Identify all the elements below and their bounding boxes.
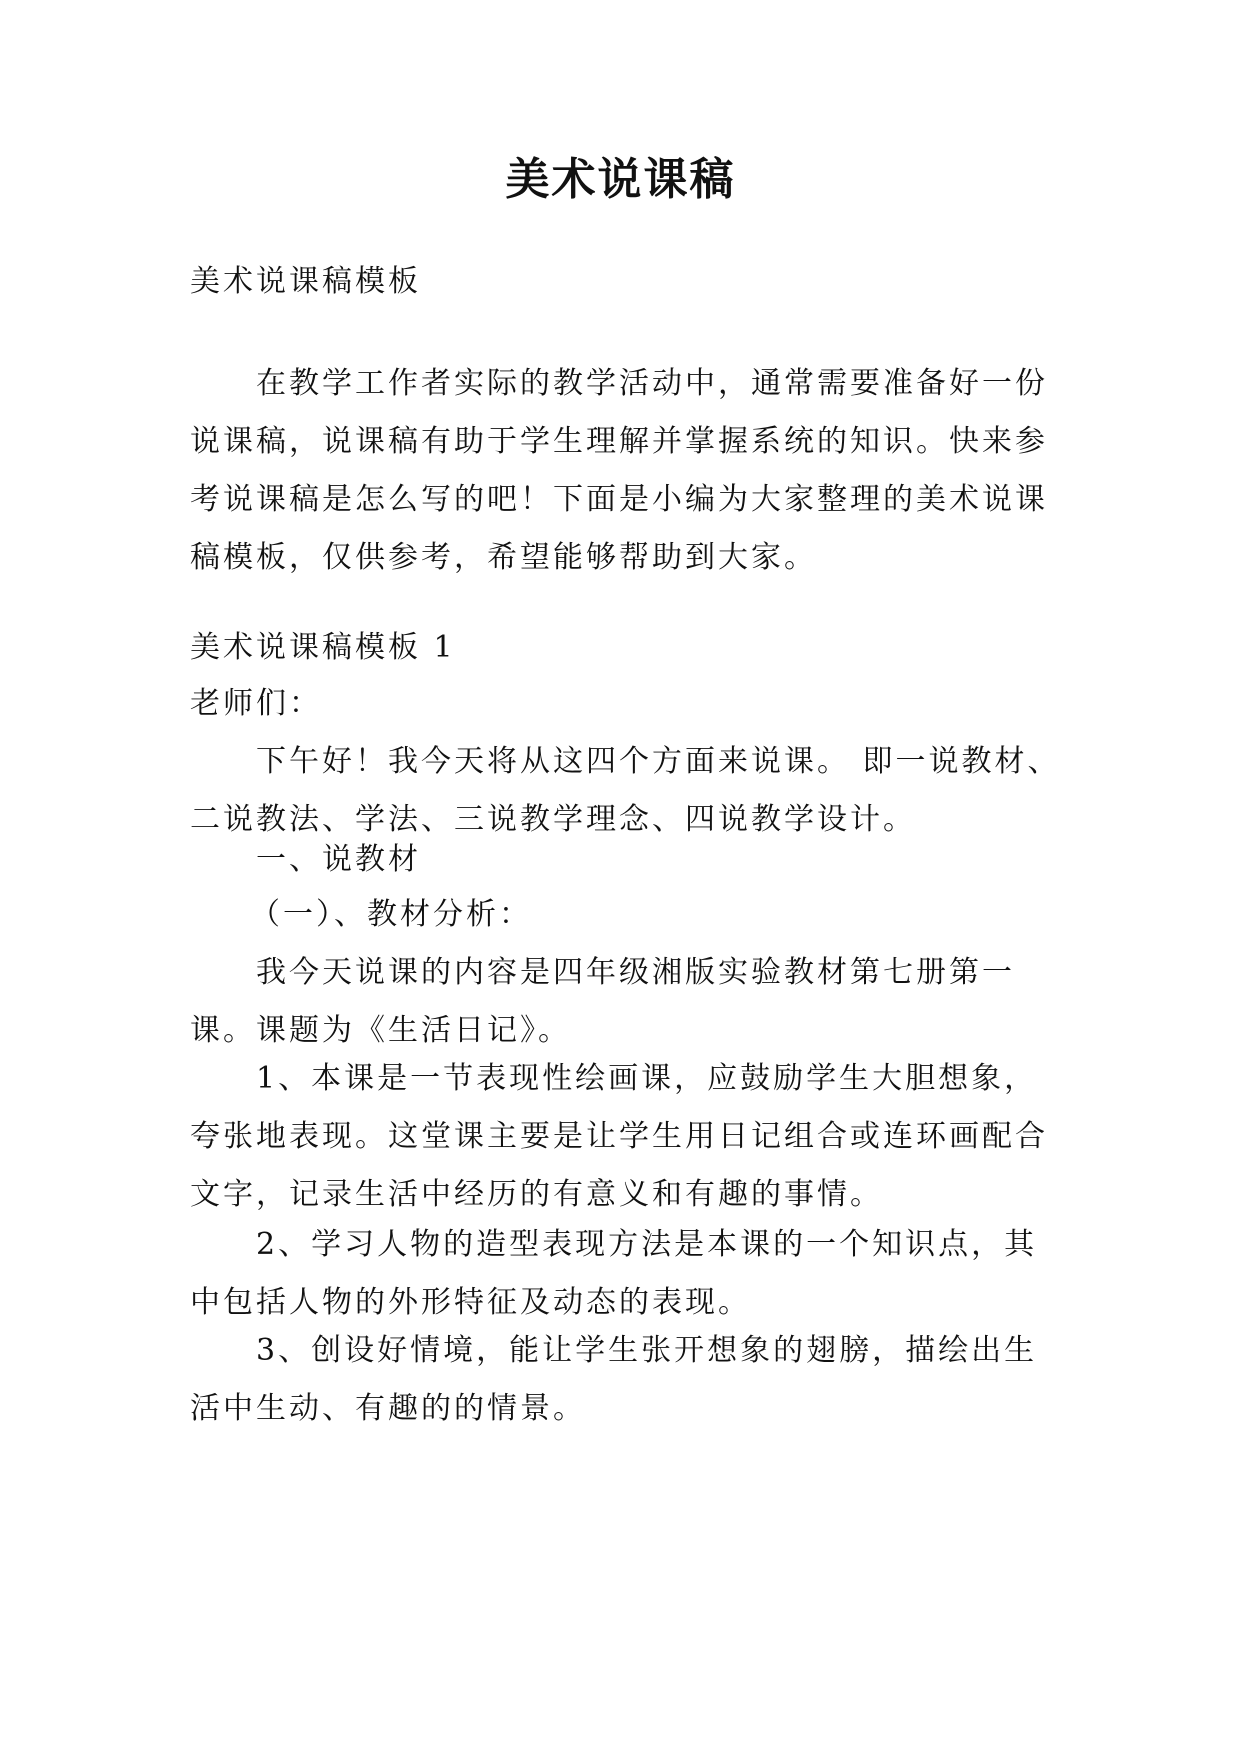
document-subtitle: 美术说课稿模板 [190, 264, 421, 299]
document-title: 美术说课稿 [505, 154, 736, 205]
content-paragraph: 我今天说课的内容是四年级湘版实验教材第七册第一课。课题为《生活日记》。 [190, 955, 1015, 1048]
intro-paragraph: 在教学工作者实际的教学活动中，通常需要准备好一份说课稿，说课稿有助于学生理解并掌握系统的知识。快来参考说课稿是怎么写的吧！下面是小编为大家整理的美术说课稿模板，仅供参考，希望能够帮助到大家。 [190, 366, 1048, 575]
point-1-paragraph: 1、本课是一节表现性绘画课，应鼓励学生大胆想象，夸张地表现。这堂课主要是让学生用日记组合或连环画配合文字，记录生活中经历的有意义和有趣的事情。 [190, 1061, 1048, 1212]
salutation: 老师们： [190, 686, 322, 721]
heading-teaching-material: 一、说教材 [256, 842, 421, 877]
point-2-paragraph: 2、学习人物的造型表现方法是本课的一个知识点，其中包括人物的外形特征及动态的表现。 [190, 1227, 1038, 1320]
heading-material-analysis: （一）、教材分析： [250, 897, 532, 932]
section-heading: 美术说课稿模板 1 [190, 630, 456, 665]
point-3-paragraph: 3、创设好情境，能让学生张开想象的翅膀，描绘出生活中生动、有趣的的情景。 [190, 1333, 1038, 1426]
greeting-paragraph: 下午好！我今天将从这四个方面来说课。 即一说教材、二说教法、学法、三说教学理念、四说教学设计。 [190, 744, 1061, 837]
